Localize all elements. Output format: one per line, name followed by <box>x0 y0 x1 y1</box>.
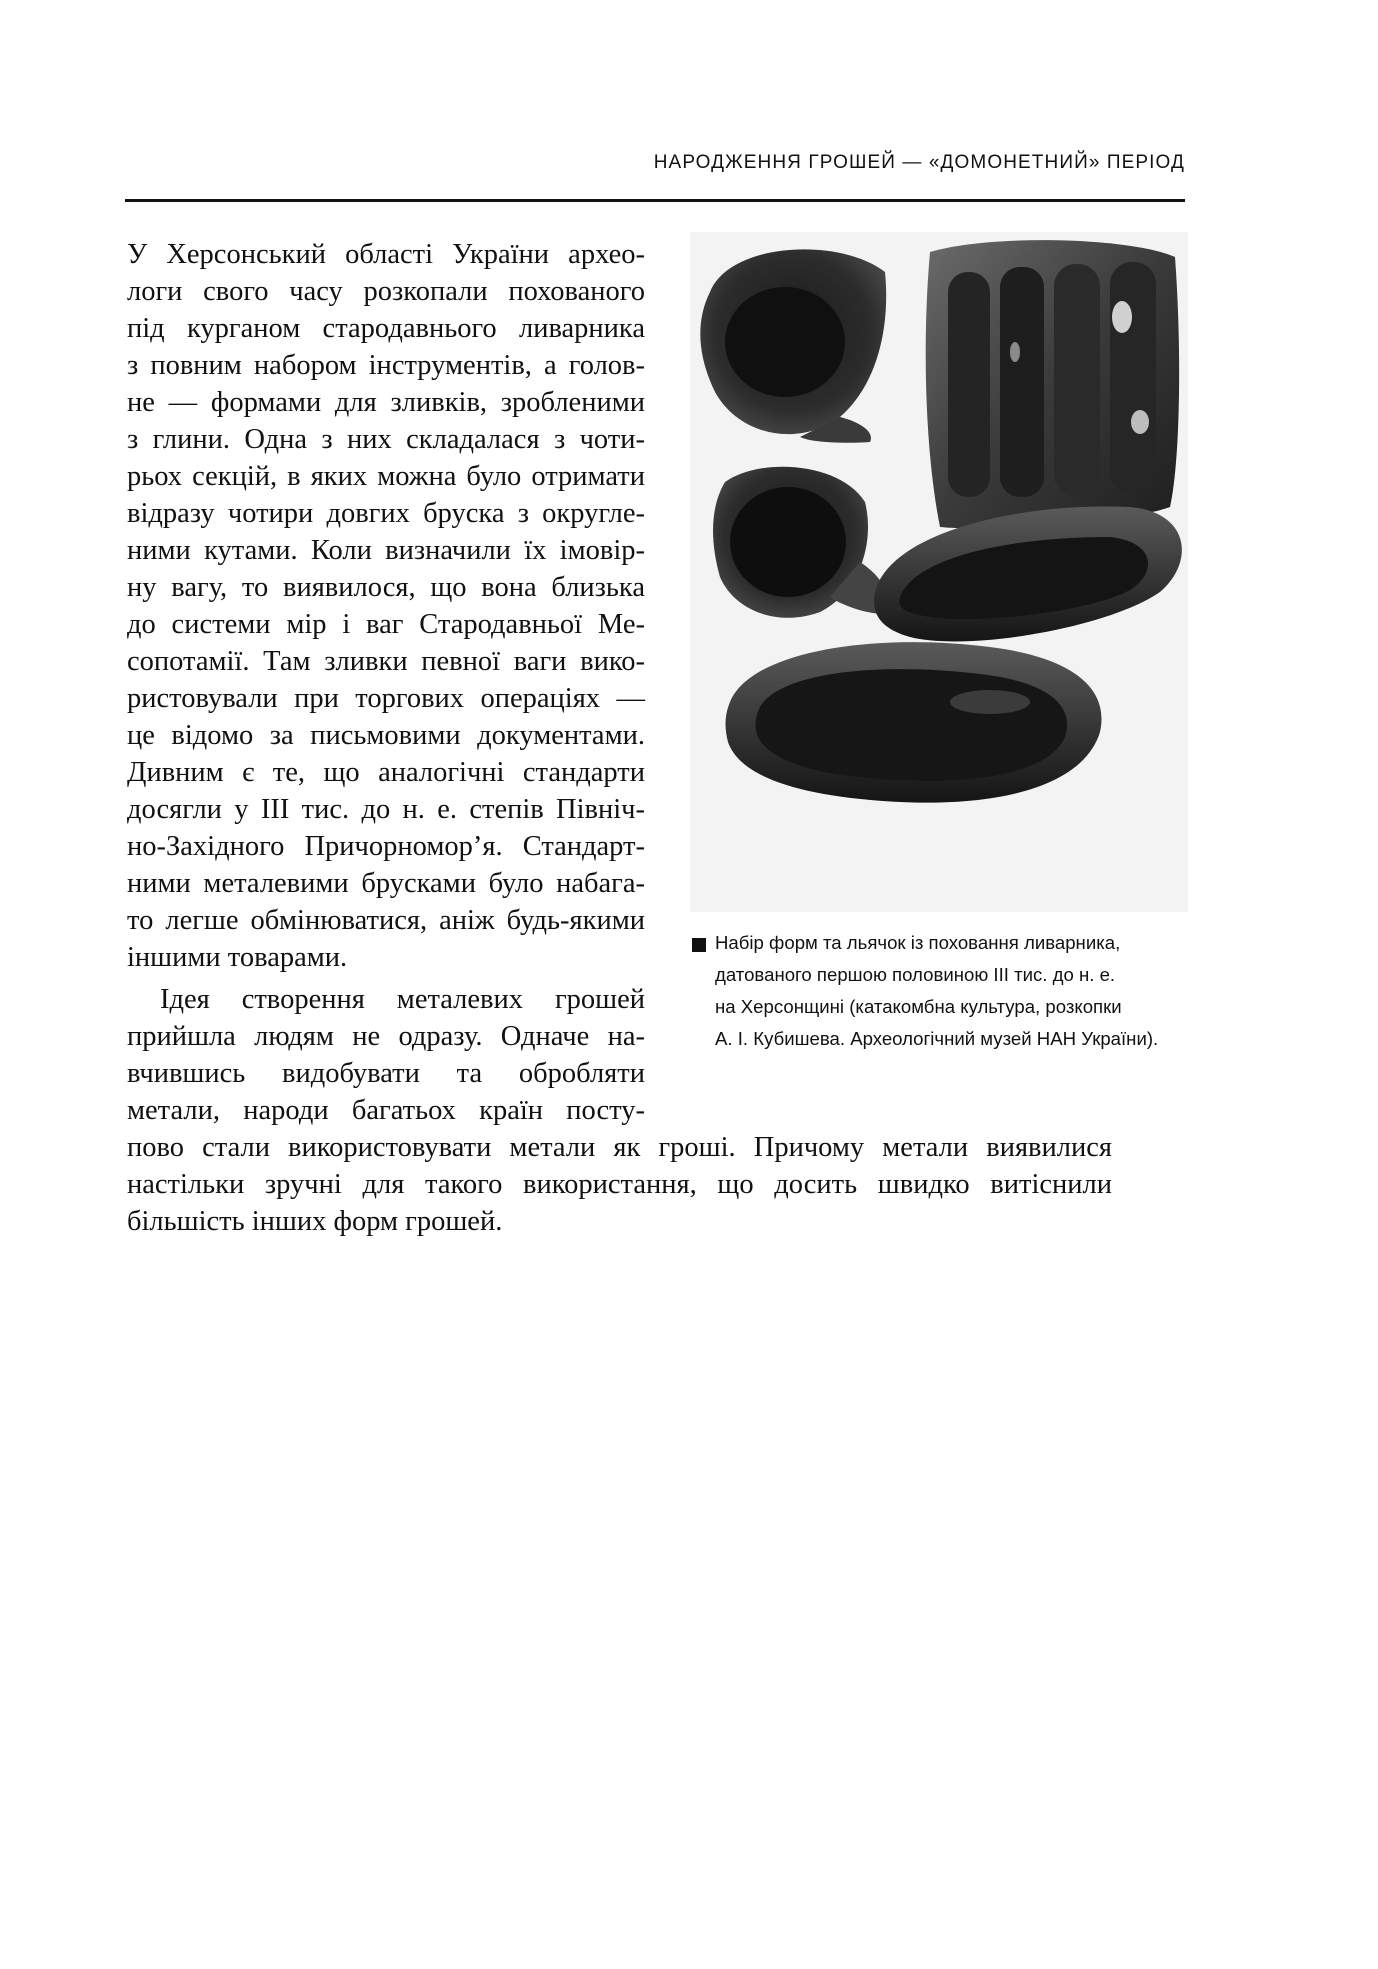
text-line: ними металевими брусками було набага- <box>127 868 645 899</box>
text-line: це відомо за письмовими документами. <box>127 720 645 751</box>
casting-molds-photo <box>690 232 1188 912</box>
text-line: пово стали використовувати метали як гроші. Причому метали виявилися <box>127 1132 1112 1163</box>
text-line: логи свого часу розкопали похованого <box>127 276 645 307</box>
text-line: Дивним є те, що аналогічні стандарти <box>127 757 645 788</box>
text-line: з повним набором інструментів, а голов- <box>127 350 645 381</box>
text-line: метали, народи багатьох країн посту- <box>127 1095 645 1126</box>
text-line: ну вагу, то виявилося, що вона близька <box>127 572 645 603</box>
text-line: ними кутами. Коли визначили їх імовір- <box>127 535 645 566</box>
black-square-icon <box>692 938 706 952</box>
text-line: іншими товарами. <box>127 942 348 973</box>
caption-line: датованого першою половиною ІІІ тис. до н. е. <box>715 964 1116 985</box>
text-line: до системи мір і ваг Стародавньої Ме- <box>127 609 645 640</box>
text-line: під курганом стародавнього ливарника <box>127 313 645 344</box>
text-line: сопотамії. Там зливки певної ваги вико- <box>127 646 645 677</box>
text-line: ристовували при торгових операціях — <box>127 683 645 714</box>
text-line: вчившись видобувати та обробляти <box>127 1058 645 1089</box>
text-line: відразу чотири довгих бруска з округле- <box>127 498 645 529</box>
text-line: не — формами для зливків, зробленими <box>127 387 645 418</box>
boat-mold-bottom <box>726 642 1102 802</box>
four-section-mold <box>926 240 1179 528</box>
running-head: НАРОДЖЕННЯ ГРОШЕЙ — «ДОМОНЕТНИЙ» ПЕРІОД <box>653 152 1185 173</box>
text-line: настільки зручні для такого використання, що досить швидко витіснили <box>127 1169 1112 1200</box>
text-line: досягли у ІІІ тис. до н. е. степів Північ- <box>127 794 645 825</box>
text-line: Ідея створення металевих грошей <box>160 984 645 1015</box>
text-line: рьох секцій, в яких можна було отримати <box>127 461 645 492</box>
header-rule <box>125 199 1185 202</box>
caption-line: на Херсонщині (катакомбна культура, розкопки <box>715 996 1122 1017</box>
caption-line: А. І. Кубишева. Археологічний музей НАН України). <box>715 1028 1159 1049</box>
text-line: більшість інших форм грошей. <box>127 1206 503 1237</box>
text-line: то легше обмінюватися, аніж будь-якими <box>127 905 645 936</box>
caption-line: Набір форм та льячок із поховання ливарника, <box>715 932 1121 953</box>
text-line: но-Західного Причорномор’я. Стандарт- <box>127 831 645 862</box>
text-line: У Херсонський області України архео- <box>127 239 645 270</box>
text-line: з глини. Одна з них складалася з чоти- <box>127 424 645 455</box>
text-line: прийшла людям не одразу. Одначе на- <box>127 1021 645 1052</box>
